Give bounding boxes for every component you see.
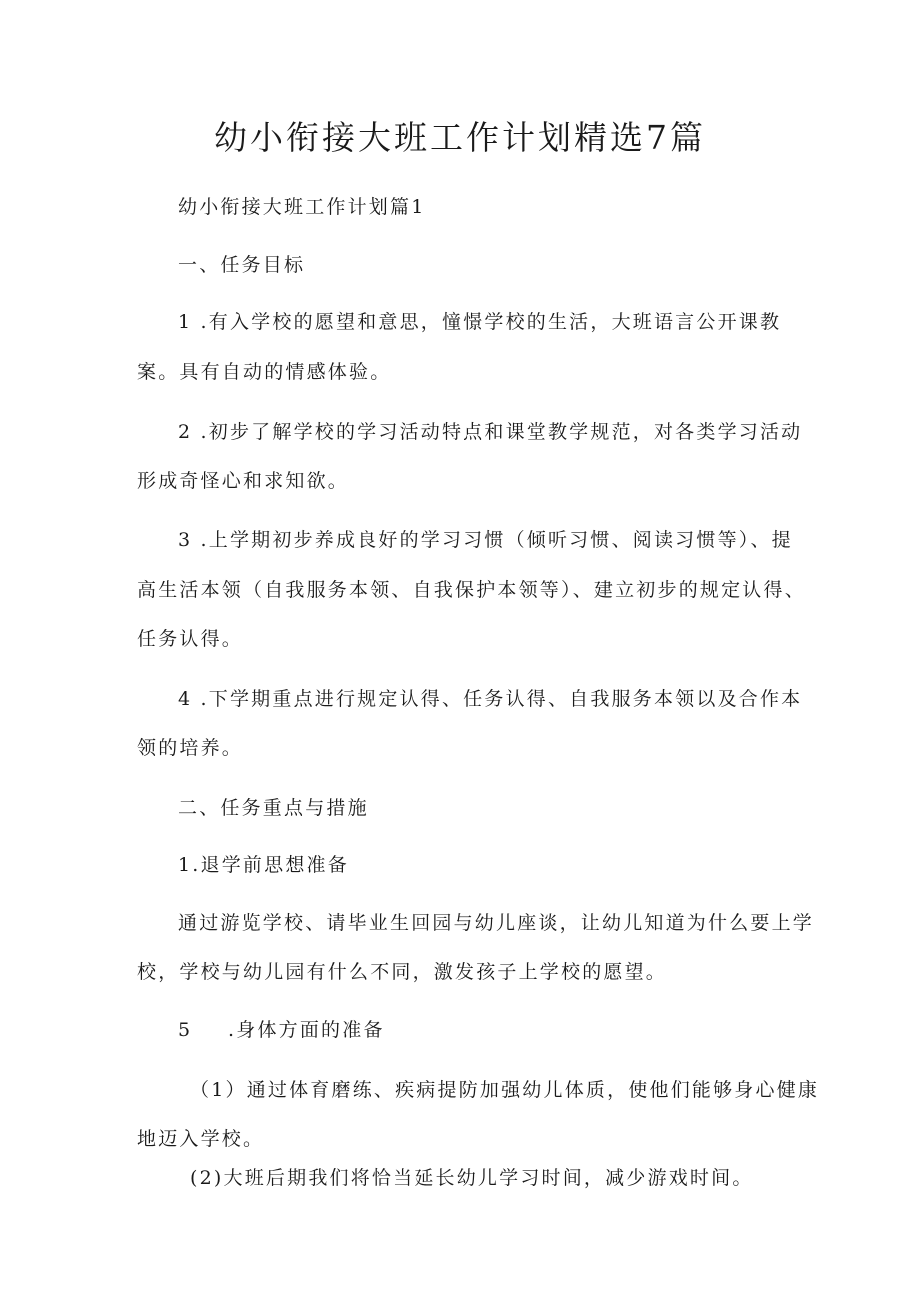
goal-item-4-line-2: 领的培养。 bbox=[137, 737, 244, 759]
document-title: 幼小衔接大班工作计划精选7篇 bbox=[214, 118, 706, 157]
mental-prep-line-2: 校，学校与幼儿园有什么不同，激发孩子上学校的愿望。 bbox=[137, 961, 668, 983]
goal-item-4-line-1: 4 .下学期重点进行规定认得、任务认得、自我服务本领以及合作本 bbox=[178, 688, 803, 710]
heading-task-goals: 一、任务目标 bbox=[178, 254, 306, 276]
physical-prep-item-1-line-2: 地迈入学校。 bbox=[137, 1128, 265, 1150]
subheading-physical-prep: .身体方面的准备 bbox=[228, 1019, 385, 1041]
goal-item-2-line-2: 形成奇怪心和求知欲。 bbox=[137, 470, 350, 492]
subheading-physical-prep-number: 5 bbox=[178, 1019, 191, 1041]
goal-item-1-line-2: 案。具有自动的情感体验。 bbox=[137, 361, 392, 383]
section-heading: 幼小衔接大班工作计划篇1 bbox=[178, 196, 426, 218]
physical-prep-item-1-line-1: （1）通过体育磨练、疾病提防加强幼儿体质，使他们能够身心健康 bbox=[190, 1079, 820, 1101]
subheading-mental-prep: 1.退学前思想准备 bbox=[178, 854, 349, 876]
heading-key-measures: 二、任务重点与措施 bbox=[178, 797, 369, 819]
goal-item-3-line-1: 3 .上学期初步养成良好的学习习惯（倾听习惯、阅读习惯等）、提 bbox=[178, 529, 793, 551]
goal-item-1-line-1: 1 .有入学校的愿望和意思，憧憬学校的生活，大班语言公开课教 bbox=[178, 311, 782, 333]
physical-prep-item-2: (2)大班后期我们将恰当延长幼儿学习时间，减少游戏时间。 bbox=[190, 1167, 754, 1189]
goal-item-3-line-3: 任务认得。 bbox=[137, 628, 244, 650]
goal-item-3-line-2: 高生活本领（自我服务本领、自我保护本领等）、建立初步的规定认得、 bbox=[137, 579, 806, 601]
goal-item-2-line-1: 2 .初步了解学校的学习活动特点和课堂教学规范，对各类学习活动 bbox=[178, 421, 803, 443]
mental-prep-line-1: 通过游览学校、请毕业生回园与幼儿座谈，让幼儿知道为什么要上学 bbox=[178, 912, 815, 934]
